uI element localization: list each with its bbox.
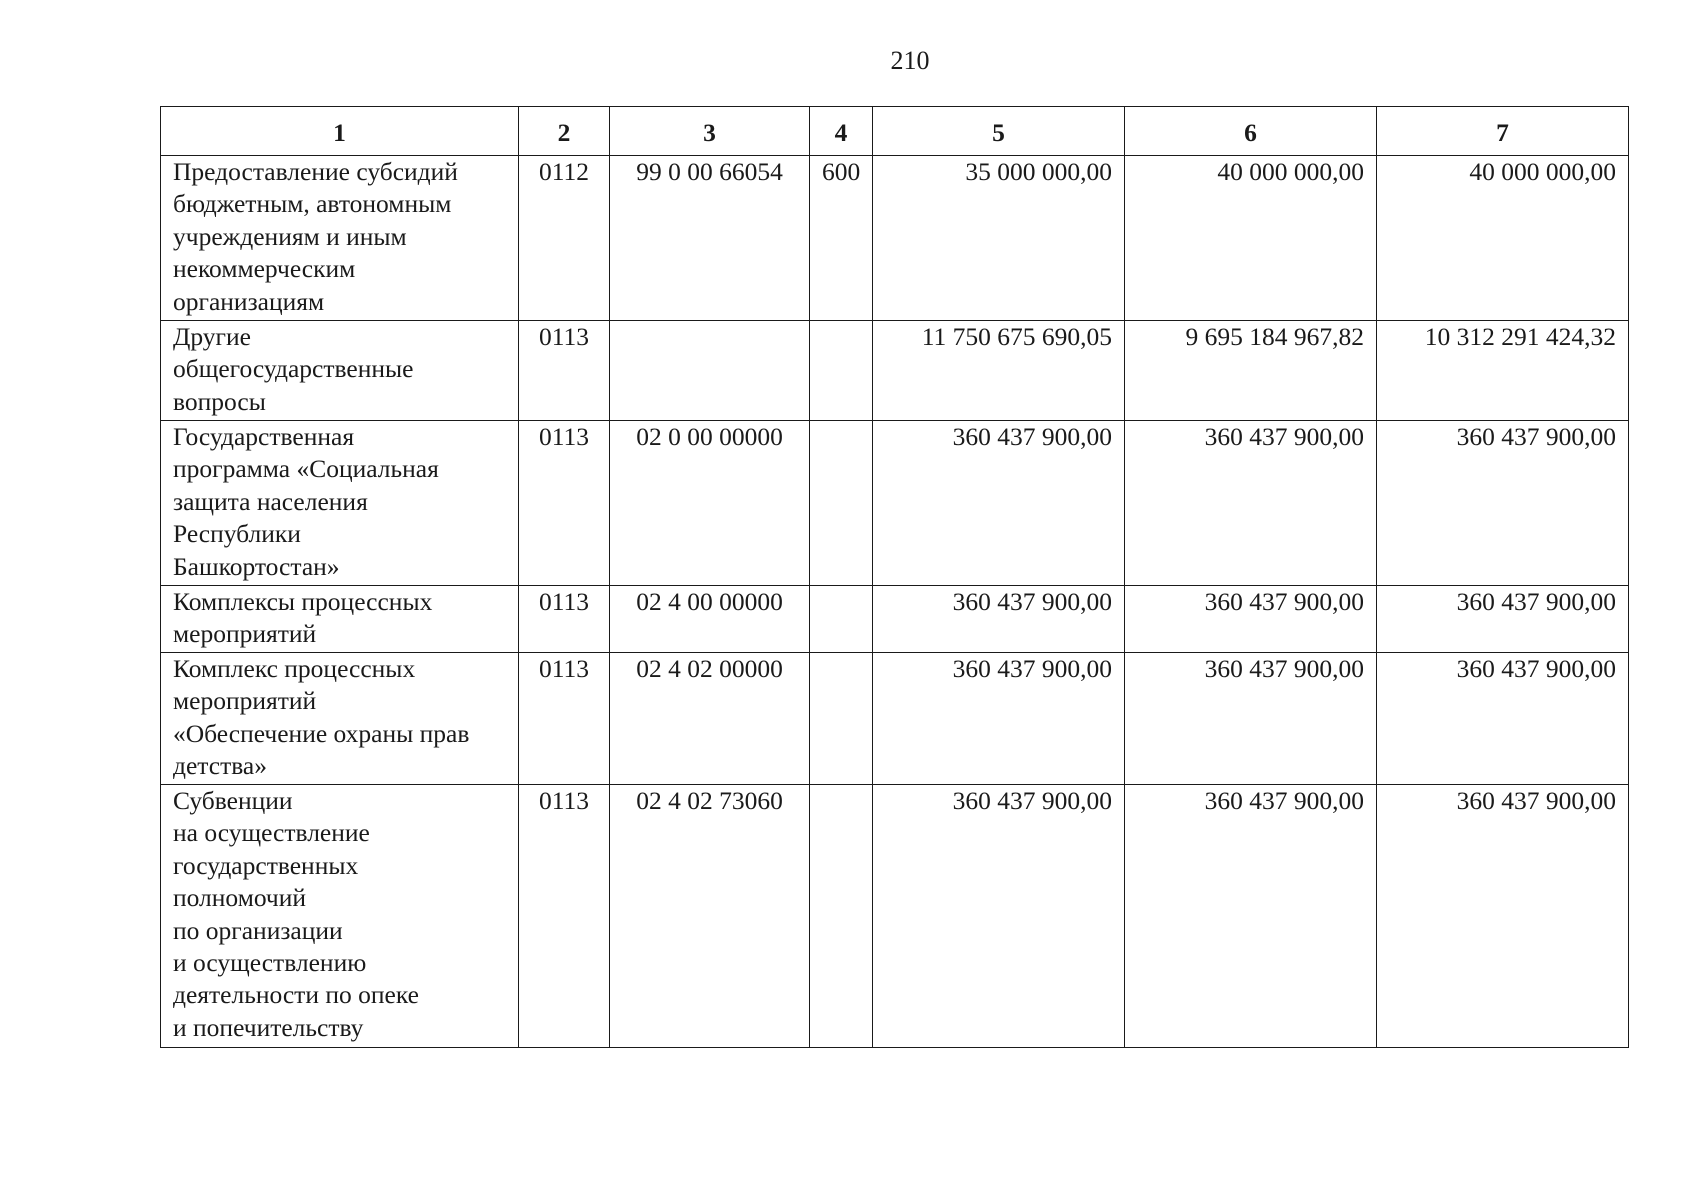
row-target-code: 02 4 02 00000 (610, 653, 810, 785)
table-row (161, 321, 1629, 421)
row-name: Субвенции на осуществление государственных полномочий по организации и осуществлению деятельности по опеке и попечительству (161, 785, 519, 1048)
row-amount-col5: 360 437 900,00 (873, 586, 1125, 653)
table-row (161, 421, 1629, 586)
row-name: Комплекс процессных мероприятий «Обеспечение охраны прав детства» (161, 653, 519, 785)
table-body (161, 156, 1629, 1048)
row-section-code: 0113 (519, 586, 610, 653)
row-target-code: 02 4 02 73060 (610, 785, 810, 1048)
row-expense-type (810, 785, 873, 1048)
table-row (161, 785, 1629, 1048)
row-name: Предоставление субсидий бюджетным, автономным учреждениям и иным некоммерческим организациям (161, 156, 519, 321)
row-expense-type (810, 653, 873, 785)
row-section-code: 0113 (519, 321, 610, 421)
row-section-code: 0113 (519, 785, 610, 1048)
row-amount-col5: 360 437 900,00 (873, 653, 1125, 785)
budget-table (160, 106, 1629, 1048)
page-number: 210 (890, 46, 930, 75)
row-amount-col5: 11 750 675 690,05 (873, 321, 1125, 421)
row-section-code: 0113 (519, 653, 610, 785)
row-target-code: 02 4 00 00000 (610, 586, 810, 653)
header-col-6: 6 (1125, 107, 1377, 156)
row-expense-type: 600 (810, 156, 873, 321)
row-expense-type (810, 586, 873, 653)
table-row (161, 653, 1629, 785)
header-col-3: 3 (610, 107, 810, 156)
row-target-code: 99 0 00 66054 (610, 156, 810, 321)
row-amount-col7: 360 437 900,00 (1377, 785, 1629, 1048)
row-amount-col7: 360 437 900,00 (1377, 421, 1629, 586)
table-header (161, 107, 1629, 156)
row-amount-col7: 360 437 900,00 (1377, 586, 1629, 653)
header-col-1: 1 (161, 107, 519, 156)
row-amount-col6: 40 000 000,00 (1125, 156, 1377, 321)
row-name: Государственная программа «Социальная защита населения Республики Башкортостан» (161, 421, 519, 586)
row-expense-type (810, 421, 873, 586)
table-row (161, 586, 1629, 653)
row-amount-col5: 360 437 900,00 (873, 785, 1125, 1048)
row-amount-col6: 360 437 900,00 (1125, 586, 1377, 653)
table-row (161, 156, 1629, 321)
row-amount-col6: 360 437 900,00 (1125, 421, 1377, 586)
row-target-code (610, 321, 810, 421)
row-name: Другие общегосударственные вопросы (161, 321, 519, 421)
row-amount-col6: 9 695 184 967,82 (1125, 321, 1377, 421)
header-col-5: 5 (873, 107, 1125, 156)
row-amount-col7: 40 000 000,00 (1377, 156, 1629, 321)
header-col-7: 7 (1377, 107, 1629, 156)
row-name: Комплексы процессных мероприятий (161, 586, 519, 653)
row-amount-col5: 35 000 000,00 (873, 156, 1125, 321)
row-section-code: 0112 (519, 156, 610, 321)
row-amount-col6: 360 437 900,00 (1125, 785, 1377, 1048)
row-amount-col7: 10 312 291 424,32 (1377, 321, 1629, 421)
header-row (161, 107, 1629, 156)
header-col-2: 2 (519, 107, 610, 156)
row-section-code: 0113 (519, 421, 610, 586)
row-target-code: 02 0 00 00000 (610, 421, 810, 586)
row-expense-type (810, 321, 873, 421)
header-col-4: 4 (810, 107, 873, 156)
row-amount-col6: 360 437 900,00 (1125, 653, 1377, 785)
row-amount-col7: 360 437 900,00 (1377, 653, 1629, 785)
row-amount-col5: 360 437 900,00 (873, 421, 1125, 586)
